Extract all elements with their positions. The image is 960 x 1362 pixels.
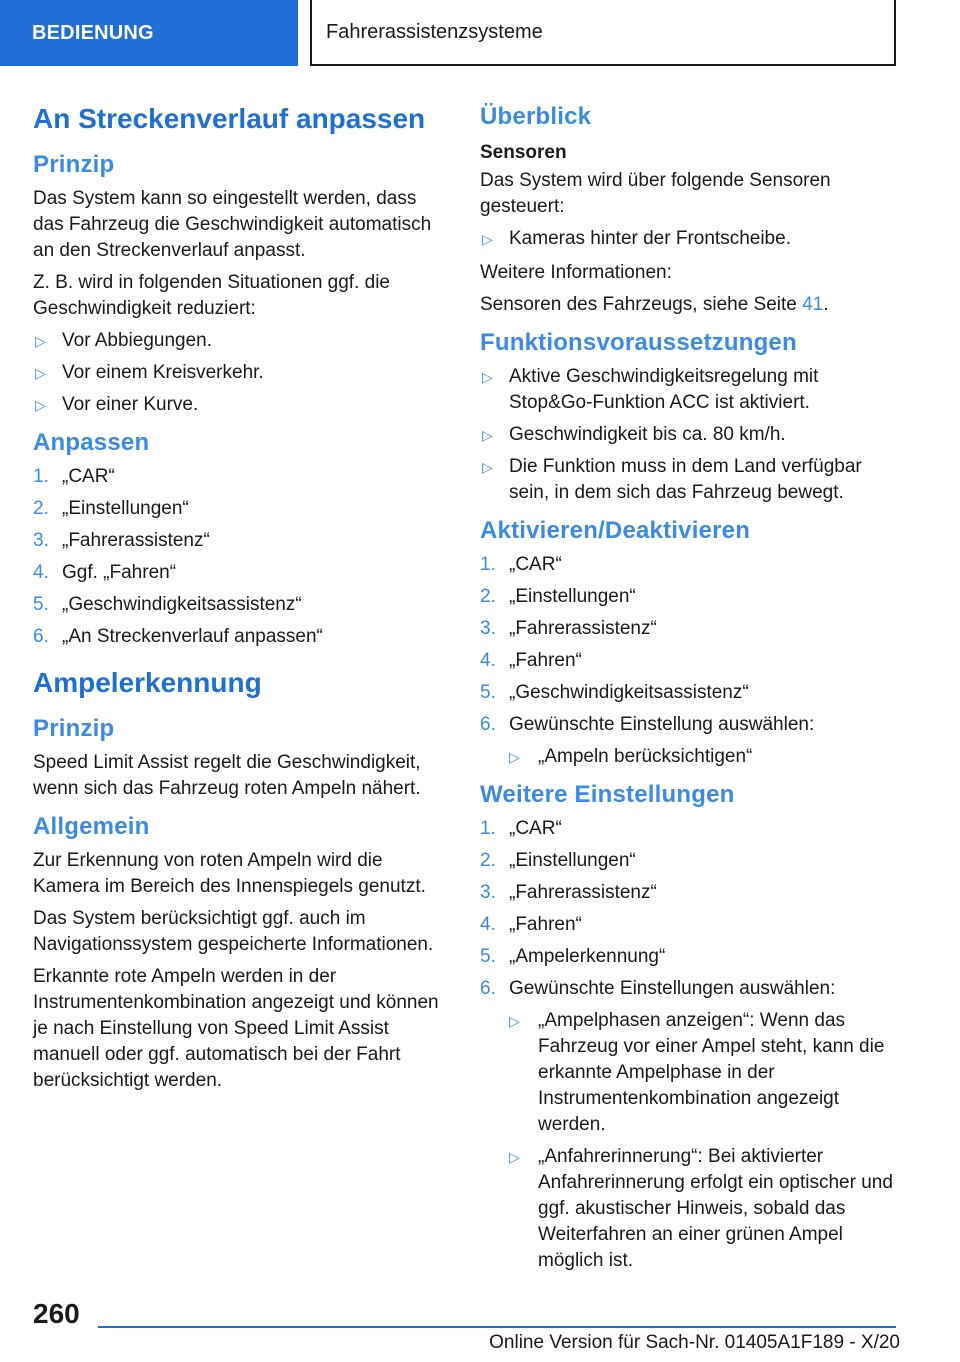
allgemein-text-3: Erkannte rote Ampeln werden in der Instrumentenkombination angezeigt und können je nach Einstellung von Speed Limit Assist manuell oder ggf. automatisch bei der Fahrt berücksichtigt werden.: [33, 966, 439, 1091]
aktivieren-steps: [480, 552, 900, 770]
heading-prinzip-2: Prinzip: [33, 715, 115, 742]
list-item: 4. „Fahren“: [480, 914, 582, 935]
heading-anpassen: Anpassen: [33, 429, 150, 456]
heading-sensoren: Sensoren: [480, 142, 567, 163]
list-item: 4. Ggf. „Fahren“: [33, 562, 177, 583]
triangle-bullet-icon: ▷: [482, 231, 493, 247]
title-streckenverlauf: An Streckenverlauf anpassen: [33, 103, 426, 134]
aktivieren-sub-list: [509, 744, 900, 770]
list-item: 2. „Einstellungen“: [480, 586, 636, 607]
allgemein-text-1: Zur Erkennung von roten Ampeln wird die Kamera im Bereich des Innenspiegels genutzt.: [33, 850, 426, 897]
list-item: 5. „Geschwindigkeitsassistenz“: [480, 682, 749, 703]
list-item: 4. „Fahren“: [480, 650, 582, 671]
heading-weitere-einstellungen: Weitere Einstellungen: [480, 781, 735, 808]
triangle-bullet-icon: ▷: [35, 365, 46, 381]
triangle-bullet-icon: ▷: [509, 1013, 520, 1029]
list-item: ▷ „Anfahrerinnerung“: Bei aktivierter Anfahrerinnerung erfolgt ein optischer und ggf. akustischer Hinweis, sobald das Weiterfahren an einer grünen Ampel möglich ist.: [509, 1146, 893, 1271]
list-item: 6. Gewünschte Einstellung auswählen: ▷ „Ampeln berücksichtigen“: [480, 712, 900, 770]
list-item: 2. „Einstellungen“: [33, 498, 189, 519]
anpassen-steps: [33, 464, 451, 650]
page-link[interactable]: 41: [802, 294, 824, 315]
prinzip-text: Das System kann so eingestellt werden, dass das Fahrzeug die Geschwindigkeit automatisch an den Streckenverlauf anpasst.: [33, 188, 432, 261]
heading-allgemein: Allgemein: [33, 813, 150, 840]
situations-list: [33, 328, 451, 418]
list-item: ▷ Geschwindigkeit bis ca. 80 km/h.: [480, 422, 900, 448]
footer-online-version: Online Version für Sach-Nr. 01405A1F189 - X/20: [489, 1332, 900, 1353]
left-column: [33, 100, 451, 1100]
funktion-list: [480, 364, 900, 506]
list-item: ▷ Vor Abbiegungen.: [33, 328, 451, 354]
sensoren-text: Das System wird über folgende Sensoren gesteuert:: [480, 170, 831, 217]
list-item: 2. „Einstellungen“: [480, 850, 636, 871]
list-item: 3. „Fahrerassistenz“: [480, 882, 657, 903]
list-item: 3. „Fahrerassistenz“: [480, 618, 657, 639]
chapter-tab: Fahrerassistenzsysteme: [310, 0, 896, 66]
list-item: ▷ Die Funktion muss in dem Land verfügbar sein, in dem sich das Fahrzeug bewegt.: [482, 456, 862, 503]
weitere-steps: [480, 816, 900, 1274]
section-tab: BEDIENUNG: [0, 0, 298, 66]
triangle-bullet-icon: ▷: [35, 333, 46, 349]
page-number: 260: [33, 1298, 80, 1329]
list-item: ▷ „Ampelphasen anzeigen“: Wenn das Fahrzeug vor einer Ampel steht, kann die erkannte Ampelphase in der Instrumentenkombination angezeigt werden.: [509, 1010, 885, 1135]
heading-aktivieren: Aktivieren/Deaktivieren: [480, 517, 751, 544]
footer-divider: [98, 1326, 896, 1328]
list-item: ▷ „Ampeln berücksichtigen“: [509, 744, 900, 770]
triangle-bullet-icon: ▷: [482, 369, 493, 385]
triangle-bullet-icon: ▷: [509, 749, 520, 765]
list-item: ▷ Vor einer Kurve.: [33, 392, 451, 418]
list-item: 1. „CAR“: [33, 466, 115, 487]
list-item: 3. „Fahrerassistenz“: [33, 530, 210, 551]
weitere-info: Weitere Informationen:: [480, 262, 672, 283]
list-item: ▷ Aktive Geschwindigkeitsregelung mit Stop&Go-Funktion ACC ist aktiviert.: [482, 366, 819, 413]
triangle-bullet-icon: ▷: [482, 427, 493, 443]
title-ampelerkennung: Ampelerkennung: [33, 667, 262, 698]
list-item: 6. „An Streckenverlauf anpassen“: [33, 626, 323, 647]
heading-ueberblick: Überblick: [480, 103, 592, 130]
list-item: ▷ Vor einem Kreisverkehr.: [33, 360, 451, 386]
list-item: 5. „Ampelerkennung“: [480, 946, 666, 967]
right-column: [480, 100, 900, 1282]
sensoren-list: [480, 226, 900, 252]
prinzip2-text: Speed Limit Assist regelt die Geschwindigkeit, wenn sich das Fahrzeug roten Ampeln nähert.: [33, 752, 421, 799]
sensoren-ref: Sensoren des Fahrzeugs, siehe Seite 41.: [480, 294, 829, 315]
list-item: 5. „Geschwindigkeitsassistenz“: [33, 594, 302, 615]
allgemein-text-2: Das System berücksichtigt ggf. auch im Navigationssystem gespeicherte Informationen.: [33, 908, 434, 955]
list-item: 1. „CAR“: [480, 554, 562, 575]
list-item: 6. Gewünschte Einstellungen auswählen: ▷ „Ampelphasen anzeigen“: Wenn das Fahrzeug vor einer Ampel steht, kann die erkannte Ampelphase in der Instrumentenkombination angezeigt werden. ▷ „Anfahrerinnerung“: Bei aktivierter Anfahrerinnerung erfolgt ein optischer und ggf. akustischer Hinweis, sobald das Weiterfahren an einer grünen Ampel möglich ist.: [480, 976, 900, 1274]
list-item: ▷ Kameras hinter der Frontscheibe.: [480, 226, 900, 252]
list-item: 1. „CAR“: [480, 818, 562, 839]
prinzip-text-2: Z. B. wird in folgenden Situationen ggf. die Geschwindigkeit reduziert:: [33, 272, 391, 319]
triangle-bullet-icon: ▷: [35, 397, 46, 413]
triangle-bullet-icon: ▷: [482, 459, 493, 475]
heading-funktionsvoraussetzungen: Funktionsvoraussetzungen: [480, 329, 797, 356]
triangle-bullet-icon: ▷: [509, 1149, 520, 1165]
heading-prinzip: Prinzip: [33, 151, 115, 178]
weitere-sub-list: [509, 1008, 900, 1274]
